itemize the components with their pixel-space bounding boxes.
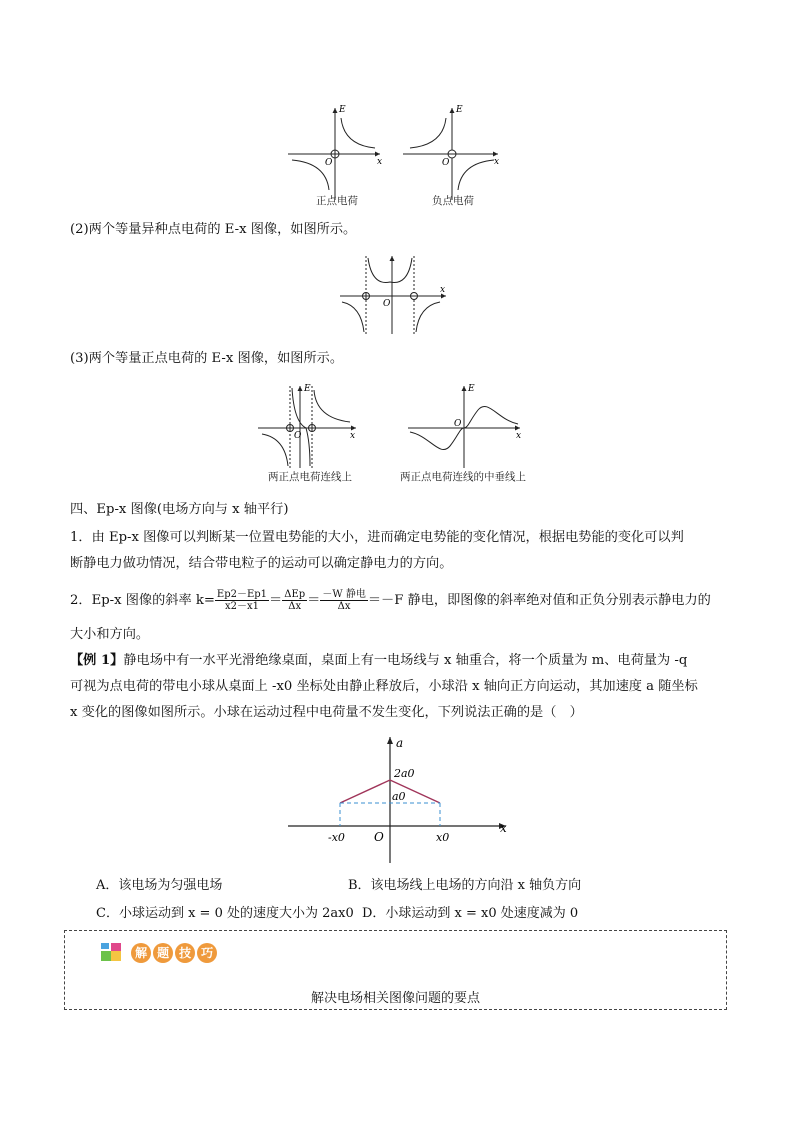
point-charge-ex-figure <box>280 100 510 210</box>
perpendicular-bisector-graph <box>400 384 526 483</box>
axis-e-label: E <box>468 384 475 394</box>
option-b[interactable]: B．该电场线上电场的方向沿 x 轴负方向 <box>348 878 582 893</box>
negative-charge-graph <box>403 105 499 207</box>
acceleration-graph <box>284 733 516 866</box>
origin-label: O <box>374 830 384 844</box>
option-c[interactable]: C．小球运动到 x = 0 处的速度大小为 2ax0 <box>96 906 354 921</box>
unlike-charges-ex-figure <box>336 252 452 336</box>
origin-label: O <box>383 299 391 309</box>
section-2-text: (2)两个等量异种点电荷的 E-x 图像，如图所示。 <box>70 222 357 237</box>
positive-charge-caption: 正点电荷 <box>316 195 358 207</box>
item-2-formula-line <box>70 586 711 616</box>
puzzle-icon <box>99 941 127 965</box>
label-neg-x0: -x0 <box>328 831 345 844</box>
axis-x-label: x <box>494 157 500 167</box>
label-a0: a0 <box>392 790 406 803</box>
axis-e-label: E <box>456 105 463 115</box>
fraction-2-numerator: ΔEp <box>284 589 306 600</box>
origin-label: O <box>294 431 302 441</box>
example-tag: 【例 1】 <box>70 653 124 668</box>
tips-badge-4: 巧 <box>197 943 217 963</box>
on-line-graph <box>258 384 356 483</box>
fraction-2-denominator: Δx <box>288 601 302 612</box>
tips-badge-2: 题 <box>153 943 173 963</box>
fraction-3-numerator: －W 静电 <box>322 589 366 600</box>
origin-label: O <box>454 419 462 429</box>
axis-e-label: E <box>304 384 311 394</box>
example-1-line-3: x 变化的图像如图所示。小球在运动过程中电荷量不发生变化，下列说法正确的是（ ） <box>70 705 583 720</box>
axis-x-label: x <box>440 285 446 295</box>
section-4-title: 四、Ep-x 图像(电场方向与 x 轴平行) <box>70 502 289 517</box>
fraction-1-denominator: x2－x1 <box>224 601 259 612</box>
option-a[interactable]: A．该电场为匀强电场 <box>96 878 223 893</box>
axis-x-label: x <box>516 431 522 441</box>
example-line-1-text: 静电场中有一水平光滑绝缘桌面，桌面上有一电场线与 x 轴重合，将一个质量为 m、电荷量为 -q <box>123 653 688 668</box>
bisector-caption: 两正点电荷连线的中垂线上 <box>400 471 526 483</box>
item-2-line-2: 大小和方向。 <box>70 627 150 642</box>
two-positive-charges-figure <box>254 382 534 490</box>
tips-header <box>99 941 219 965</box>
fraction-1-numerator: Ep2－Ep1 <box>216 589 268 600</box>
fraction-3-denominator: Δx <box>337 601 351 612</box>
option-d[interactable]: D．小球运动到 x = x0 处速度减为 0 <box>362 906 579 921</box>
item-2-tail: ＝－F 静电，即图像的斜率绝对值和正负分别表示静电力的 <box>367 593 711 608</box>
item-1-line-1: 1．由 Ep-x 图像可以判断某一位置电势能的大小，进而确定电势能的变化情况，根据电势能的变化可以判 <box>70 530 684 545</box>
item-1-line-2: 断静电力做功情况，结合带电粒子的运动可以确定静电力的方向。 <box>70 556 453 571</box>
axis-x-label: x <box>377 157 383 167</box>
tips-badge-1: 解 <box>131 943 151 963</box>
section-3-text: (3)两个等量正点电荷的 E-x 图像，如图所示。 <box>70 351 344 366</box>
axis-e-label: E <box>339 105 346 115</box>
positive-charge-graph <box>288 105 382 207</box>
slope-fraction-3 <box>320 589 367 612</box>
example-1-line-1 <box>70 652 687 670</box>
label-2a0: 2a0 <box>394 767 415 780</box>
tips-box <box>64 930 727 1010</box>
slope-fraction-1 <box>215 589 269 612</box>
on-line-caption: 两正点电荷连线上 <box>268 471 352 483</box>
origin-label: O <box>325 158 333 168</box>
example-1-line-2: 可视为点电荷的带电小球从桌面上 -x0 坐标处由静止释放后，小球沿 x 轴向正方向运动，其加速度 a 随坐标 <box>70 679 698 694</box>
origin-label: O <box>442 158 450 168</box>
label-x0: x0 <box>436 831 450 844</box>
axis-x-label: x <box>500 821 507 835</box>
axis-a-label: a <box>396 736 404 750</box>
equals-sign-2: ＝ <box>307 593 321 608</box>
axis-x-label: x <box>350 431 356 441</box>
equals-sign-1: ＝ <box>269 593 283 608</box>
tips-subtitle: 解决电场相关图像问题的要点 <box>310 991 480 1006</box>
slope-fraction-2 <box>282 589 307 612</box>
item-2-prefix: 2．Ep-x 图像的斜率 k= <box>70 593 215 608</box>
negative-charge-caption: 负点电荷 <box>432 195 474 207</box>
tips-badge-3: 技 <box>175 943 195 963</box>
